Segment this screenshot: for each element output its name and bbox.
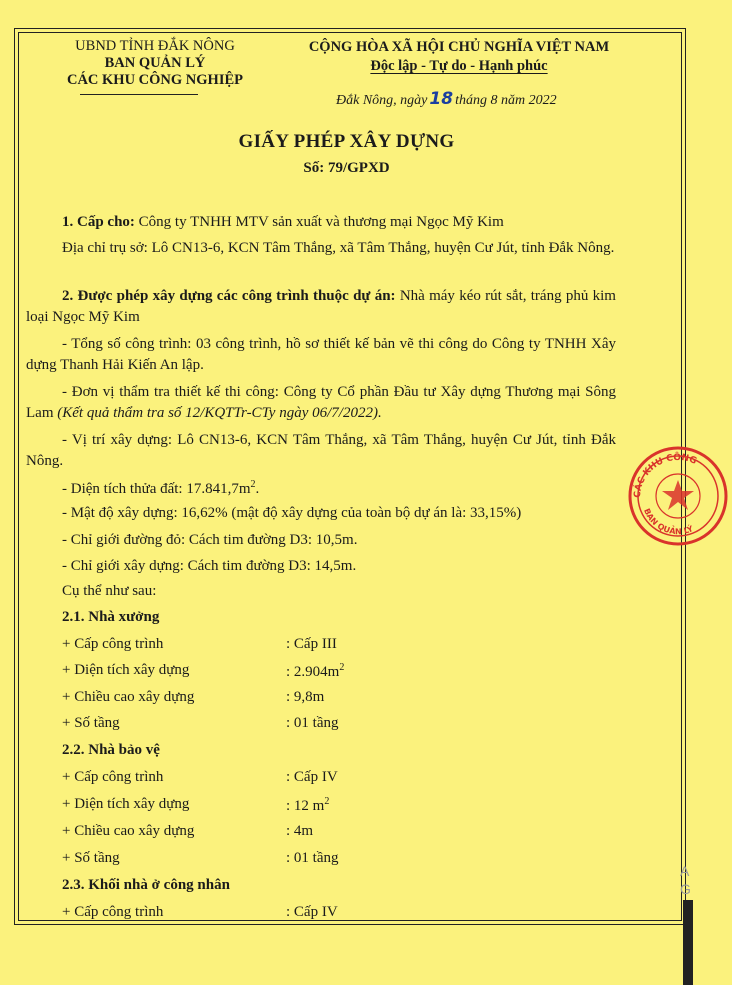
spec-key: + Chiều cao xây dựng: [62, 689, 195, 705]
document-number: Số: 79/GPXD: [303, 160, 390, 176]
spec-value: : Cấp IV: [286, 769, 338, 785]
appraiser-text: - Đơn vị thẩm tra thiết kế thi công: Công ty Cổ phần Đầu tư Xây dựng Thương mại Sông Lam: [26, 384, 616, 421]
construction-location: - Vị trí xây dựng: Lô CN13-6, KCN Tâm Thắng, xã Tâm Thắng, huyện Cư Jút, tỉnh Đắk Nông.: [26, 432, 616, 469]
spec-value-sup: 2: [324, 796, 330, 807]
section-heading: 2.3. Khối nhà ở công nhân: [62, 877, 230, 893]
agency-underline: [80, 94, 198, 95]
agency-province: UBND TỈNH ĐẮK NÔNG: [75, 38, 235, 54]
faded-watermark: [680, 862, 691, 898]
spec-value: : 2.904m: [286, 664, 340, 680]
permit-scope: [26, 286, 616, 328]
spec-key: + Diện tích xây dựng: [62, 796, 190, 812]
spec-key: + Cấp công trình: [62, 636, 164, 652]
spec-value: : 4m: [286, 823, 314, 839]
grant-value: Công ty TNHH MTV sản xuất và thương mại Ngọc Mỹ Kim: [134, 214, 504, 230]
document-title: GIẤY PHÉP XÂY DỰNG: [238, 131, 455, 152]
issuing-agency: [30, 38, 280, 89]
design-appraiser: [26, 382, 616, 424]
seal-text-bottom: BAN QUẢN LÝ: [642, 507, 695, 537]
spec-key: + Cấp công trình: [62, 904, 164, 920]
official-seal-icon: [622, 440, 732, 550]
spec-value: : Cấp III: [286, 636, 337, 652]
issue-date: [336, 89, 557, 109]
land-area: [26, 474, 616, 500]
permit-label: 2. Được phép xây dựng các công trình thuộc dự án:: [62, 288, 396, 304]
land-area-sup: 2: [250, 479, 256, 490]
build-density: - Mật độ xây dựng: 16,62% (mật độ xây dựng của toàn bộ dự án là: 33,15%): [62, 505, 522, 521]
spec-value: : 9,8m: [286, 689, 325, 705]
total-works: - Tổng số công trình: 03 công trình, hồ sơ thiết kế bản vẽ thi công do Công ty TNHH Xây dựng Thanh Hải Kiến An lập.: [26, 336, 616, 373]
permit-value: Nhà máy kéo rút sắt, tráng phủ kim loại Ngọc Mỹ Kim: [26, 288, 616, 325]
watermark-line1: A: [680, 863, 690, 879]
seal-text-top: CÁC KHU CÔNG: [632, 452, 698, 499]
agency-board: BAN QUẢN LÝ: [104, 55, 206, 71]
land-area-end: .: [255, 481, 260, 497]
appraiser-reference: (Kết quả thẩm tra số 12/KQTTr-CTy ngày 06/7/2022).: [57, 405, 382, 421]
nation-name: CỘNG HÒA XÃ HỘI CHỦ NGHĨA VIỆT NAM: [308, 39, 610, 55]
section-heading: 2.1. Nhà xưởng: [62, 609, 160, 625]
date-suffix: tháng 8 năm 2022: [455, 93, 557, 108]
spec-key: + Diện tích xây dựng: [62, 662, 190, 678]
address: Địa chỉ trụ sở: Lô CN13-6, KCN Tâm Thắng, xã Tâm Thắng, huyện Cư Jút, tỉnh Đắk Nông.: [62, 240, 615, 256]
spec-value-wrap: [286, 796, 329, 815]
date-prefix: Đắk Nông, ngày: [336, 93, 428, 108]
specifics-intro: Cụ thể như sau:: [62, 583, 157, 599]
date-day-handwritten: 18: [429, 89, 454, 109]
spec-key: + Chiều cao xây dựng: [62, 823, 195, 839]
agency-zones: CÁC KHU CÔNG NGHIỆP: [66, 72, 244, 88]
svg-text:BAN QUẢN LÝ: [642, 507, 695, 536]
spec-value: : 01 tầng: [286, 850, 339, 866]
spec-key: + Cấp công trình: [62, 769, 164, 785]
national-header: [298, 38, 620, 76]
grant-recipient: [26, 212, 616, 233]
grant-label: 1. Cấp cho:: [62, 214, 135, 230]
spec-key: + Số tầng: [62, 850, 120, 866]
spec-value: : 01 tầng: [286, 715, 339, 731]
section-heading: 2.2. Nhà bảo vệ: [62, 742, 160, 758]
land-area-text: - Diện tích thửa đất: 17.841,7m: [62, 481, 251, 497]
spec-value: : Cấp IV: [286, 904, 338, 920]
spec-value-sup: 2: [339, 662, 345, 673]
scan-edge-shadow: [683, 900, 693, 985]
red-line-setback: - Chỉ giới đường đỏ: Cách tim đường D3: 10,5m.: [62, 532, 358, 548]
spec-key: + Số tầng: [62, 715, 120, 731]
spec-value-wrap: [286, 662, 344, 681]
watermark-line2: G: [680, 881, 691, 897]
nation-motto: Độc lập - Tự do - Hạnh phúc: [370, 58, 548, 74]
spec-value: : 12 m: [286, 798, 325, 814]
build-line-setback: - Chỉ giới xây dựng: Cách tim đường D3: 14,5m.: [62, 558, 357, 574]
